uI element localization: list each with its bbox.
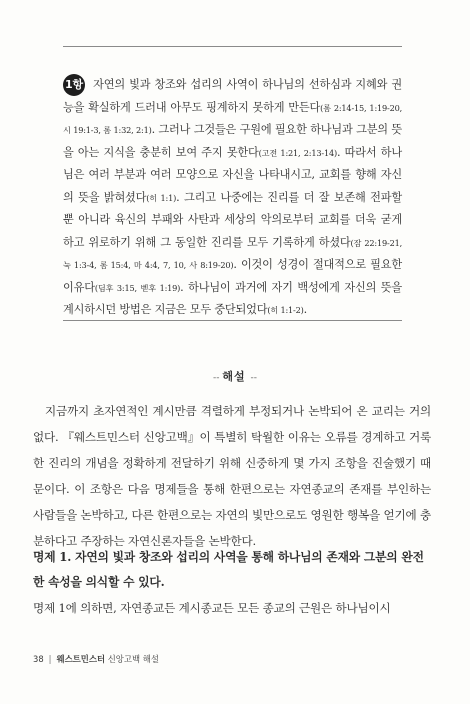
- heading-label: 해설: [222, 370, 246, 383]
- article-text-segment: . 따라서 하나님은 여러 부분과 여러 모양으로 자신을 나타내시고, 교회를 향해 자신의 뜻을 밝혀셨다: [63, 145, 403, 204]
- scripture-reference: (히 1:1-2): [267, 305, 304, 315]
- commentary-paragraph: 지금까지 초자연적인 계시만큼 격렬하게 부정되거나 논박되어 온 교리는 거의 없다. 『웨스트민스터 신앙고백』이 특별히 탁월한 이유는 오류를 경계하고 거룩한 진리의 개념을 정확하게 전달하기 위해 신중하게 몇 가지 조항을 진술했기 때문이다. 이 조항은 다음 명제들을 통해 한편으로는 자연종교의 존재를 부인하는 사람들을 논박하고, 다른 한편으로는 자연의 빛만으로도 영원한 행복을 얻기에 충분하다고 주장하는 자연신론자들을 논박한다.: [33, 404, 431, 548]
- article-text-segment: . 이것이 성경이 절대적으로 필요한 이유다: [63, 258, 402, 294]
- heading-deco-left: --: [213, 373, 223, 383]
- article-text-segment: .: [303, 303, 307, 316]
- page-number: 38: [33, 654, 44, 664]
- scripture-reference: (딤후 3:15, 벧후 1:19): [94, 282, 181, 293]
- heading-deco-right: --: [250, 373, 257, 383]
- book-title: 웨스트민스터: [56, 654, 106, 664]
- article-text-segment: 자연의 빛과 창조와 섭리의 사역이 하나님의 선하심과 지혜와 권능을 확실하게 드러내 아무도 핑계하지 못하게 만든다: [63, 78, 402, 114]
- article-text-segment: . 하나님이 과거에 자기 백성에게 자신의 뜻을 계시하시던 방법은 지금은 모두 중단되었다: [63, 280, 402, 316]
- article-text-segment: . 그리고 나중에는 진리를 더 잘 보존해 전파할 뿐 아니라 육신의 부패와 사탄과 세상의 악의로부터 교회를 더욱 굳게 하고 위로하기 위해 그 동일한 진리를 모두 기록하게 하셨다: [63, 190, 402, 249]
- scripture-reference: (히 1:1): [146, 192, 177, 203]
- section-heading: [0, 368, 470, 384]
- bottom-rule: [63, 320, 402, 321]
- scripture-reference: (롬 2:14-15, 1:19-20, 시 19:1-3, 롬 1:32, 2:1): [63, 102, 403, 135]
- top-rule: [63, 46, 402, 47]
- thesis-heading: 명제 1. 자연의 빛과 창조와 섭리의 사역을 통해 하나님의 존재와 그분의 완전한 속성을 의식할 수 있다.: [33, 550, 424, 589]
- page-footer: [33, 653, 159, 665]
- book-subtitle: 신앙고백 해설: [107, 654, 159, 664]
- article-number-badge: 1항: [63, 74, 85, 96]
- article-text-segment: . 그러나 그것들은 구원에 필요한 하나님과 그분의 뜻을 아는 지식을 충분히 보여 주지 못한다: [63, 123, 402, 159]
- scripture-reference: (고전 1:21, 2:13-14): [258, 147, 337, 158]
- footer-separator: |: [48, 654, 52, 664]
- scripture-reference: (잠 22:19-21, 눅 1:3-4, 롬 15:4, 마 4:4, 7, 10, 사 8:19-20): [63, 237, 402, 270]
- thesis-body: 명제 1에 의하면, 자연종교든 계시종교든 모든 종교의 근원은 하나님이시: [33, 601, 391, 615]
- article-1-text: [63, 74, 402, 322]
